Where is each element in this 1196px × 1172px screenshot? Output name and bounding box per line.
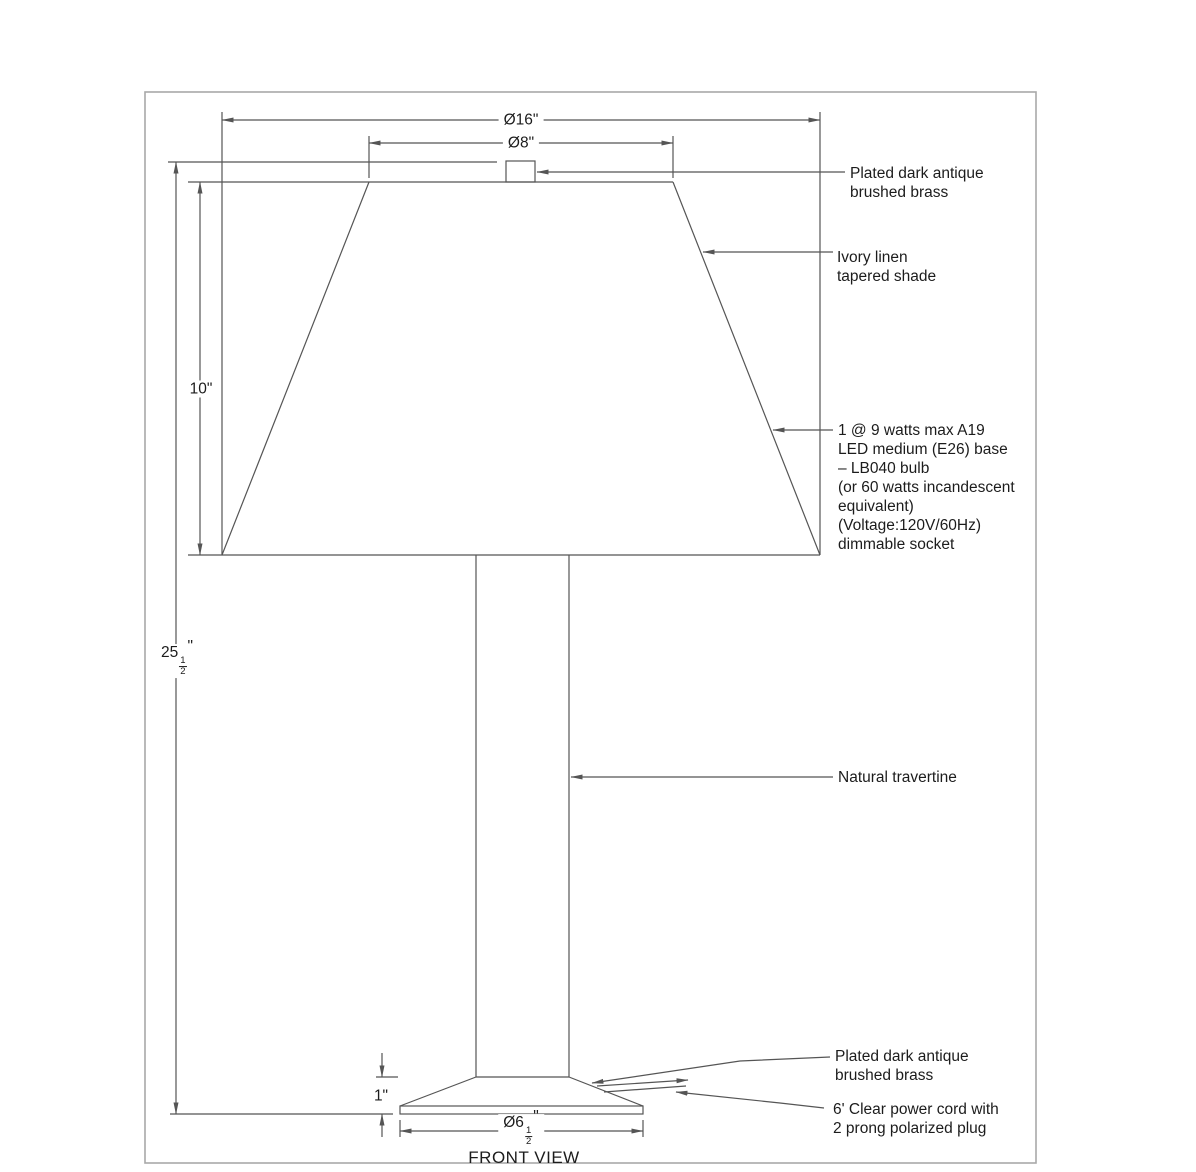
callout-bulb-line3: – LB040 bulb <box>838 460 930 477</box>
callout-finial-line1: Plated dark antique <box>850 165 984 182</box>
base-diameter-unit: " <box>533 1108 539 1126</box>
overall-height-unit: " <box>187 638 194 656</box>
power-cord-outline <box>597 1080 688 1092</box>
callout-bulb-line5: equivalent) <box>838 498 914 515</box>
callout-bulb-line7: dimmable socket <box>838 536 955 553</box>
callout-bulb-line2: LED medium (E26) base <box>838 441 1008 458</box>
overall-height-numerator: 1 <box>180 655 186 667</box>
lamp-column-outline <box>476 555 569 1077</box>
dim-base-height-label: 1" <box>369 1087 393 1104</box>
callout-base-line2: brushed brass <box>835 1067 934 1084</box>
callout-column-line1: Natural travertine <box>838 769 957 786</box>
view-title: FRONT VIEW <box>468 1148 580 1167</box>
callout-cord-line1: 6' Clear power cord with <box>833 1101 999 1118</box>
dim-shade-bottom-diameter-label: Ø16" <box>499 111 544 128</box>
callout-bulb-line4: (or 60 watts incandescent <box>838 479 1015 496</box>
base-diameter-whole: Ø6 <box>503 1114 524 1132</box>
callout-column-material <box>838 768 957 787</box>
dim-shade-top-diameter-label: Ø8" <box>503 134 539 151</box>
dim-shade-height-label: 10" <box>185 380 218 397</box>
overall-height-denominator: 2 <box>180 666 186 678</box>
overall-height-fraction <box>179 656 186 678</box>
dim-base-diameter-label <box>498 1108 544 1148</box>
callout-finial-line2: brushed brass <box>850 184 949 201</box>
lamp-shade-outline <box>188 182 820 555</box>
callout-base-line1: Plated dark antique <box>835 1048 969 1065</box>
callout-shade-material <box>837 248 936 286</box>
callout-power-cord <box>833 1100 999 1138</box>
callout-cord-line2: 2 prong polarized plug <box>833 1120 987 1137</box>
callout-shade-line2: tapered shade <box>837 268 937 285</box>
callout-bulb-spec <box>838 421 1015 554</box>
dim-overall-height-label <box>156 638 198 678</box>
lamp-finial-outline <box>168 161 535 182</box>
callout-bulb-line6: (Voltage:120V/60Hz) <box>838 517 982 534</box>
callout-base-finish <box>835 1047 969 1085</box>
overall-height-whole: 25 <box>160 644 179 662</box>
base-finish-leader-line <box>592 1057 830 1083</box>
dim-shade-bottom-diameter-lines <box>222 112 820 555</box>
base-diameter-numerator: 1 <box>525 1125 532 1137</box>
callout-finial-finish <box>850 164 984 202</box>
base-diameter-fraction <box>525 1126 532 1148</box>
dim-overall-height-lines <box>170 162 393 1114</box>
leader-lines <box>537 172 845 1108</box>
callout-shade-line1: Ivory linen <box>837 249 908 266</box>
callout-bulb-line1: 1 @ 9 watts max A19 <box>838 422 985 439</box>
lamp-base-outline <box>400 1077 643 1114</box>
base-diameter-denominator: 2 <box>525 1136 532 1148</box>
cord-leader-line <box>676 1092 824 1108</box>
